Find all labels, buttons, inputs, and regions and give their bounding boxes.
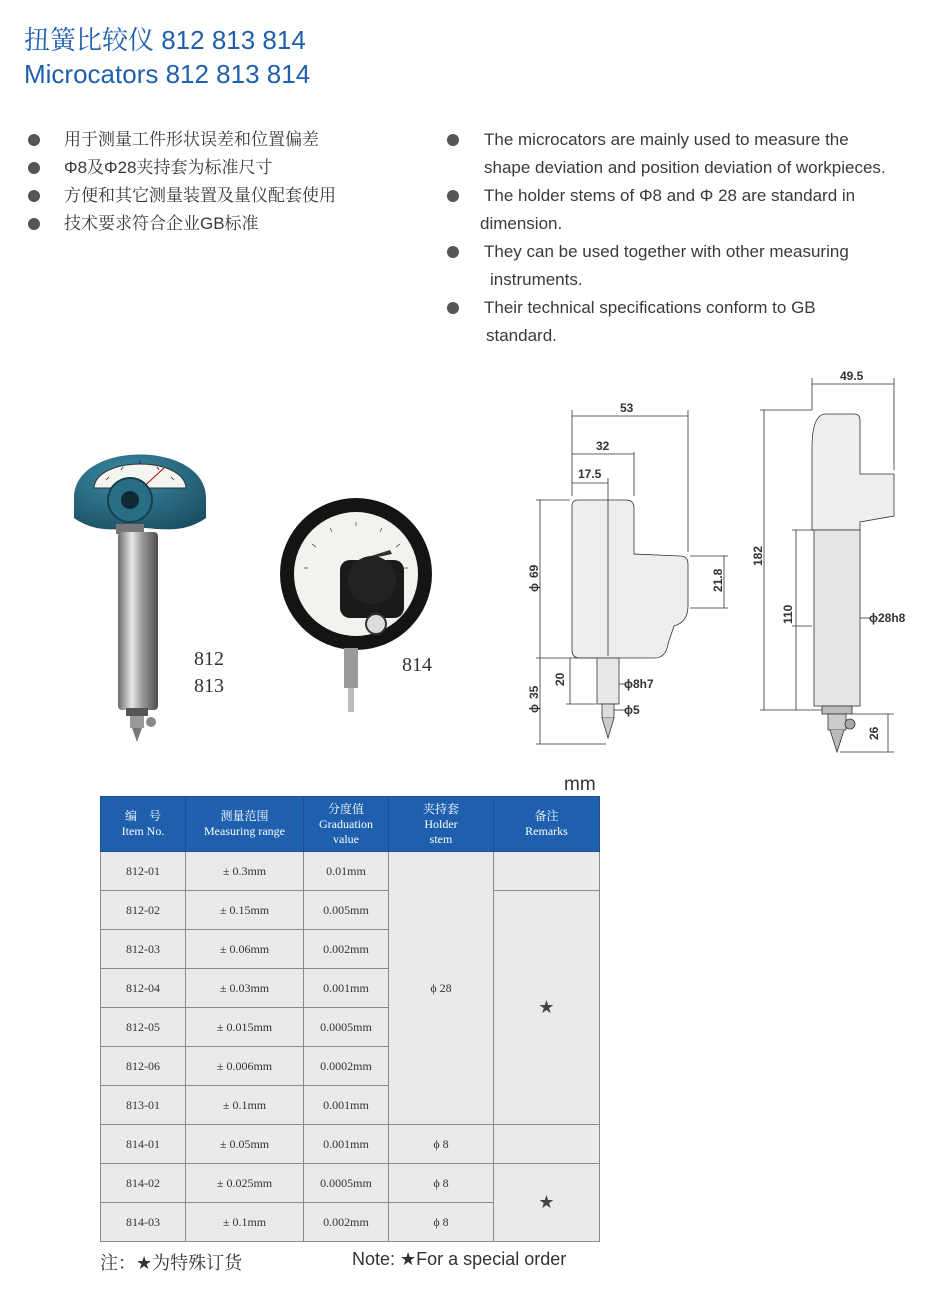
table-row (101, 891, 600, 930)
feature-en-item (447, 182, 942, 238)
dim-label: 26 (867, 726, 881, 740)
feature-en-line1: Their technical specifications conform to GB (484, 298, 816, 317)
cell-item: 814-02 (101, 1164, 186, 1203)
cell-range: ± 0.03mm (186, 969, 304, 1008)
cell-graduation: 0.005mm (304, 891, 389, 930)
dim-label: 20 (553, 672, 567, 686)
bullet-icon (447, 246, 459, 258)
note-cn: 注：★为特殊订货 (100, 1253, 243, 1273)
cell-item: 812-02 (101, 891, 186, 930)
bullet-icon (28, 190, 40, 202)
microcator-814-photo (272, 498, 442, 720)
feature-en-item (447, 126, 942, 182)
dim-label: 69 (527, 564, 541, 578)
cell-item: 814-03 (101, 1203, 186, 1242)
phi-symbol: ϕ (624, 677, 633, 691)
cell-range: ± 0.015mm (186, 1008, 304, 1047)
cell-item: 812-01 (101, 852, 186, 891)
unit-label: mm (564, 774, 596, 795)
phi-symbol: ϕ (527, 583, 541, 592)
table-row (101, 1164, 600, 1203)
cell-graduation: 0.002mm (304, 1203, 389, 1242)
dim-label: 17.5 (578, 467, 602, 481)
feature-cn-text: Φ8及Φ28夹持套为标准尺寸 (64, 158, 273, 177)
page-title-cn: 扭簧比较仪 812 813 814 (24, 25, 306, 55)
photo-label-814: 814 (402, 654, 432, 676)
bullet-icon (447, 302, 459, 314)
phi-symbol: ϕ (527, 704, 541, 713)
bullet-icon (447, 134, 459, 146)
cell-range: ± 0.1mm (186, 1086, 304, 1125)
dim-label: 5 (633, 703, 640, 717)
header-holder-stem: 夹持套 Holder stem (389, 797, 494, 852)
feature-en-line1: The microcators are mainly used to measure the (484, 130, 849, 149)
dim-label: 21.8 (711, 568, 725, 592)
feature-cn-item (28, 182, 424, 210)
dim-label: 49.5 (840, 369, 864, 383)
page-title-en: Microcators 812 813 814 (24, 59, 311, 89)
cell-range: ± 0.06mm (186, 930, 304, 969)
cell-item: 812-03 (101, 930, 186, 969)
table-row (101, 852, 600, 891)
bullet-icon (28, 162, 40, 174)
feature-en-item (447, 294, 942, 350)
cell-graduation: 0.0005mm (304, 1008, 389, 1047)
feature-cn-item (28, 126, 424, 154)
dim-label: 53 (620, 401, 634, 415)
feature-en-line1: The holder stems of Φ8 and Φ 28 are standard in (484, 186, 856, 205)
cell-range: ± 0.15mm (186, 891, 304, 930)
star-icon: ★ (494, 891, 600, 1125)
feature-cn-item (28, 210, 424, 238)
photo-label-813: 813 (194, 675, 224, 697)
microcator-812-photo (66, 420, 216, 750)
cell-holder: ϕ 8 (389, 1125, 494, 1164)
phi-symbol: ϕ (624, 703, 633, 717)
cell-item: 812-06 (101, 1047, 186, 1086)
spec-table (100, 796, 600, 1242)
features-en-list (447, 126, 942, 350)
dim-label: 8h7 (633, 677, 654, 691)
cell-holder-28: ϕ 28 (389, 852, 494, 1125)
table-header-row (101, 797, 600, 852)
feature-en-line2: standard. (486, 326, 557, 345)
features-cn-list (28, 126, 424, 238)
dim-label: 28h8 (878, 611, 906, 625)
phi-symbol: ϕ (869, 611, 878, 625)
dim-label: 182 (751, 545, 765, 566)
header-graduation: 分度值 Graduation value (304, 797, 389, 852)
cell-item: 814-01 (101, 1125, 186, 1164)
bullet-icon (28, 218, 40, 230)
bullet-icon (28, 134, 40, 146)
cell-range: ± 0.025mm (186, 1164, 304, 1203)
cell-item: 812-04 (101, 969, 186, 1008)
cell-graduation: 0.01mm (304, 852, 389, 891)
header-item-no: 编 号 Item No. (101, 797, 186, 852)
feature-cn-text: 技术要求符合企业GB标准 (64, 214, 259, 233)
dim-label: 32 (596, 439, 610, 453)
feature-en-line1: They can be used together with other measuring (484, 242, 849, 261)
photo-label-812: 812 (194, 648, 224, 670)
feature-en-line2: shape deviation and position deviation of workpieces. (484, 158, 886, 177)
cell-remarks (494, 852, 600, 891)
feature-en-line2: dimension. (480, 214, 563, 233)
cell-item: 812-05 (101, 1008, 186, 1047)
cell-graduation: 0.001mm (304, 1086, 389, 1125)
cell-range: ± 0.1mm (186, 1203, 304, 1242)
bullet-icon (447, 190, 459, 202)
feature-en-line2: instruments. (490, 270, 583, 289)
cell-range: ± 0.05mm (186, 1125, 304, 1164)
feature-en-item (447, 238, 942, 294)
cell-graduation: 0.0005mm (304, 1164, 389, 1203)
header-remarks: 备注 Remarks (494, 797, 600, 852)
cell-holder: ϕ 8 (389, 1164, 494, 1203)
feature-cn-item (28, 154, 424, 182)
cell-graduation: 0.001mm (304, 1125, 389, 1164)
star-icon: ★ (494, 1164, 600, 1242)
header-measuring-range: 测量范围 Measuring range (186, 797, 304, 852)
cell-graduation: 0.002mm (304, 930, 389, 969)
dim-label: 35 (527, 685, 541, 699)
cell-item: 813-01 (101, 1086, 186, 1125)
table-row (101, 1125, 600, 1164)
dimension-drawing (522, 366, 947, 761)
cell-graduation: 0.0002mm (304, 1047, 389, 1086)
feature-cn-text: 用于测量工件形状误差和位置偏差 (64, 130, 319, 149)
cell-remarks (494, 1125, 600, 1164)
cell-holder: ϕ 8 (389, 1203, 494, 1242)
cell-range: ± 0.3mm (186, 852, 304, 891)
cell-graduation: 0.001mm (304, 969, 389, 1008)
note-en: Note: ★For a special order (352, 1249, 567, 1269)
cell-range: ± 0.006mm (186, 1047, 304, 1086)
dim-label: 110 (781, 604, 795, 624)
feature-cn-text: 方便和其它测量装置及量仪配套使用 (64, 186, 336, 205)
